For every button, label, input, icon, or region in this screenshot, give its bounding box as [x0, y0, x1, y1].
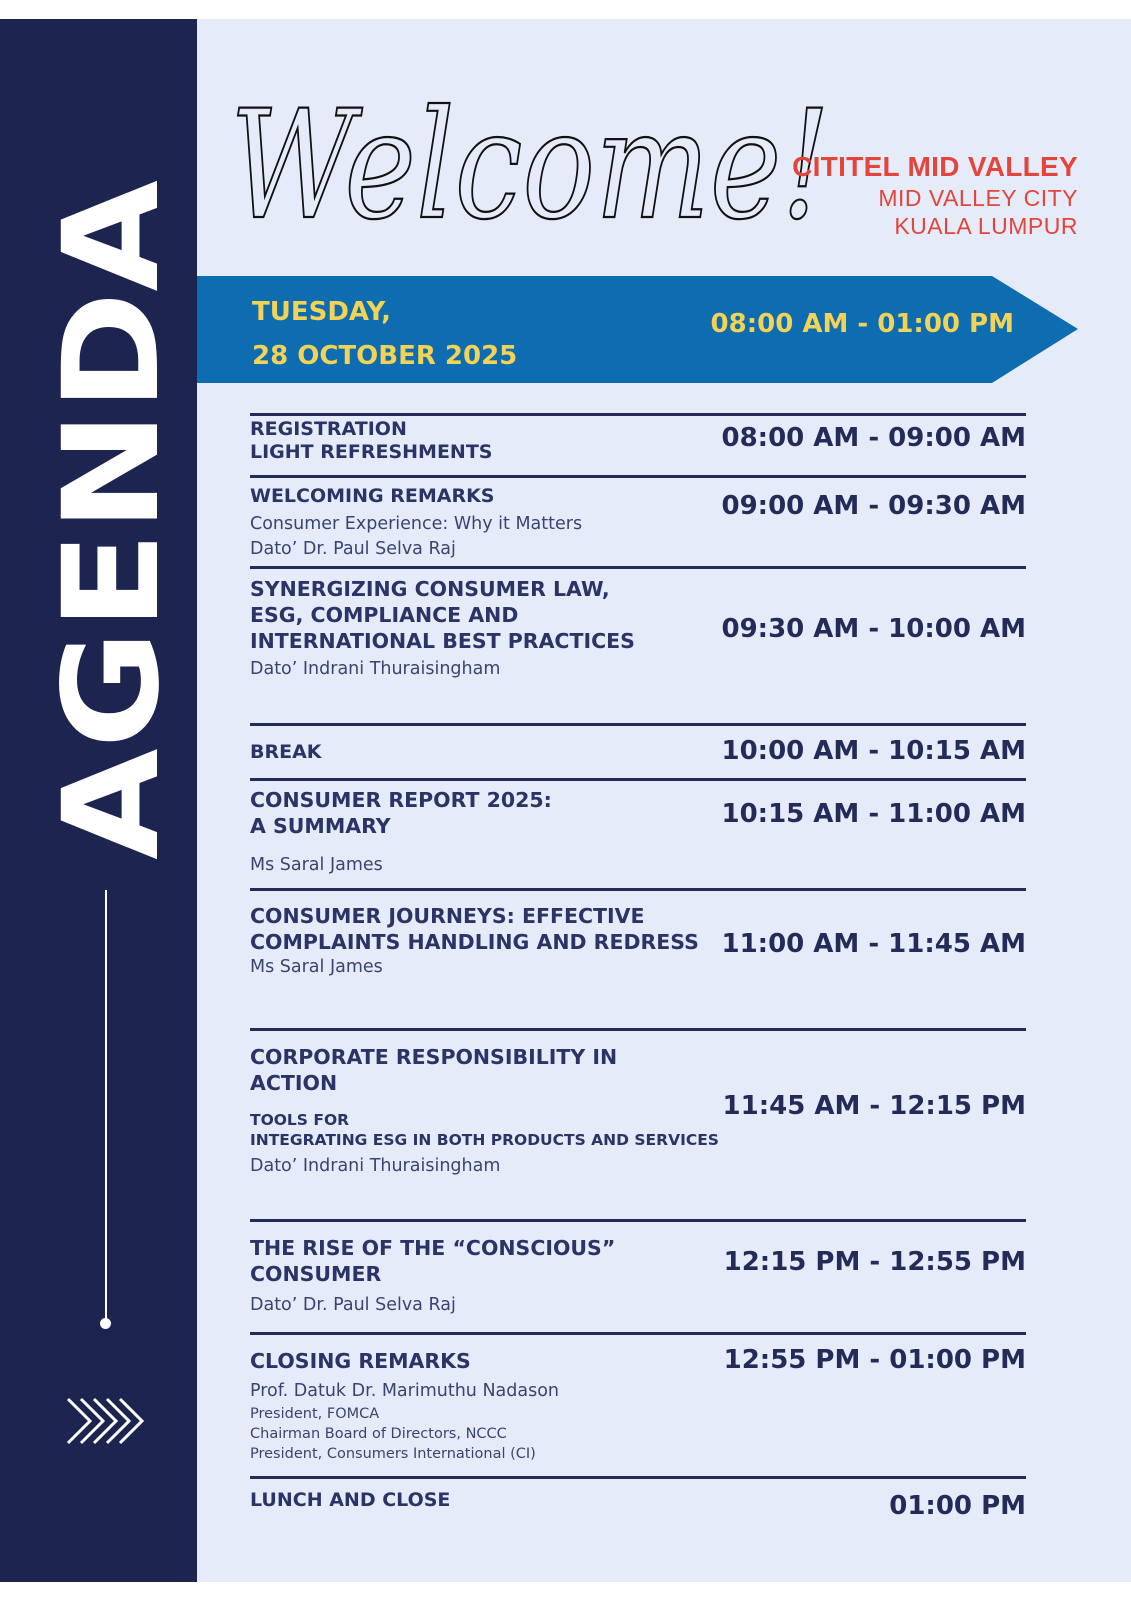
session-time: 10:00 AM - 10:15 AM [721, 736, 1026, 766]
agenda-vertical-title [55, 175, 165, 860]
agenda-row [250, 1332, 1026, 1476]
session-subtitle: Consumer Experience: Why it Matters [250, 514, 583, 534]
event-date [252, 290, 517, 378]
event-hours: 08:00 AM - 01:00 PM [710, 309, 1014, 339]
session-speaker: Prof. Datuk Dr. Marimuthu Nadason [250, 1381, 560, 1401]
session-title: CORPORATE RESPONSIBILITY IN ACTION [250, 1045, 618, 1095]
date-banner [197, 276, 1078, 383]
session-time: 09:30 AM - 10:00 AM [721, 614, 1026, 644]
session-time: 11:45 AM - 12:15 PM [722, 1091, 1026, 1121]
session-title: REGISTRATION LIGHT REFRESHMENTS [250, 418, 493, 463]
agenda-row [250, 778, 1026, 888]
session-time: 11:00 AM - 11:45 AM [721, 929, 1026, 959]
session-title: CONSUMER JOURNEYS: EFFECTIVE COMPLAINTS HANDLING AND REDRESS [250, 904, 699, 954]
agenda-row [250, 566, 1026, 723]
agenda-row [250, 723, 1026, 778]
svg-text:Welcome!: Welcome! [230, 79, 830, 253]
session-title: BREAK [250, 741, 322, 763]
event-day: TUESDAY, [252, 297, 391, 327]
event-date-text: 28 OCTOBER 2025 [252, 341, 518, 371]
sidebar-divider-dot [100, 1318, 111, 1329]
venue-name: CITITEL MID VALLEY [792, 151, 1078, 182]
session-title: CONSUMER REPORT 2025: A SUMMARY [250, 788, 552, 838]
session-speaker: Dato’ Dr. Paul Selva Raj [250, 1295, 456, 1315]
speaker-role: President, Consumers International (CI) [250, 1446, 536, 1462]
session-time: 09:00 AM - 09:30 AM [721, 491, 1026, 521]
session-title: WELCOMING REMARKS [250, 485, 495, 507]
chevrons-icon [66, 1396, 150, 1446]
session-speaker: Dato’ Indrani Thuraisingham [250, 659, 501, 679]
welcome-script-title [222, 52, 842, 262]
sidebar-divider-line [105, 890, 107, 1320]
venue-area: MID VALLEY CITY [878, 185, 1078, 211]
session-speaker: Dato’ Indrani Thuraisingham [250, 1156, 501, 1176]
session-speaker: Ms Saral James [250, 855, 383, 875]
session-title: THE RISE OF THE “CONSCIOUS” CONSUMER [250, 1236, 616, 1286]
venue-block [792, 150, 1078, 240]
session-speaker: Dato’ Dr. Paul Selva Raj [250, 539, 456, 559]
agenda-row [250, 1028, 1026, 1219]
speaker-role: President, FOMCA [250, 1406, 380, 1422]
session-title: LUNCH AND CLOSE [250, 1489, 451, 1511]
venue-city: KUALA LUMPUR [894, 213, 1078, 239]
session-time: 10:15 AM - 11:00 AM [721, 799, 1026, 829]
session-title: SYNERGIZING CONSUMER LAW, ESG, COMPLIANCE AND INTERNATIONAL BEST PRACTICES [250, 577, 635, 653]
agenda-row [250, 888, 1026, 1028]
session-time: 12:15 PM - 12:55 PM [723, 1247, 1026, 1277]
session-title: CLOSING REMARKS [250, 1349, 471, 1373]
agenda-list [250, 413, 1026, 1527]
agenda-row [250, 413, 1026, 475]
agenda-row [250, 475, 1026, 566]
session-time: 08:00 AM - 09:00 AM [721, 423, 1026, 453]
session-time: 12:55 PM - 01:00 PM [723, 1345, 1026, 1375]
speaker-role: Chairman Board of Directors, NCCC [250, 1426, 507, 1442]
session-subtitle: TOOLS FOR INTEGRATING ESG IN BOTH PRODUCTS AND SERVICES [250, 1111, 719, 1149]
session-speaker: Ms Saral James [250, 957, 383, 977]
agenda-row [250, 1219, 1026, 1332]
agenda-row [250, 1476, 1026, 1527]
svg-text:AGENDA: AGENDA [55, 237, 165, 860]
session-time: 01:00 PM [889, 1491, 1026, 1521]
